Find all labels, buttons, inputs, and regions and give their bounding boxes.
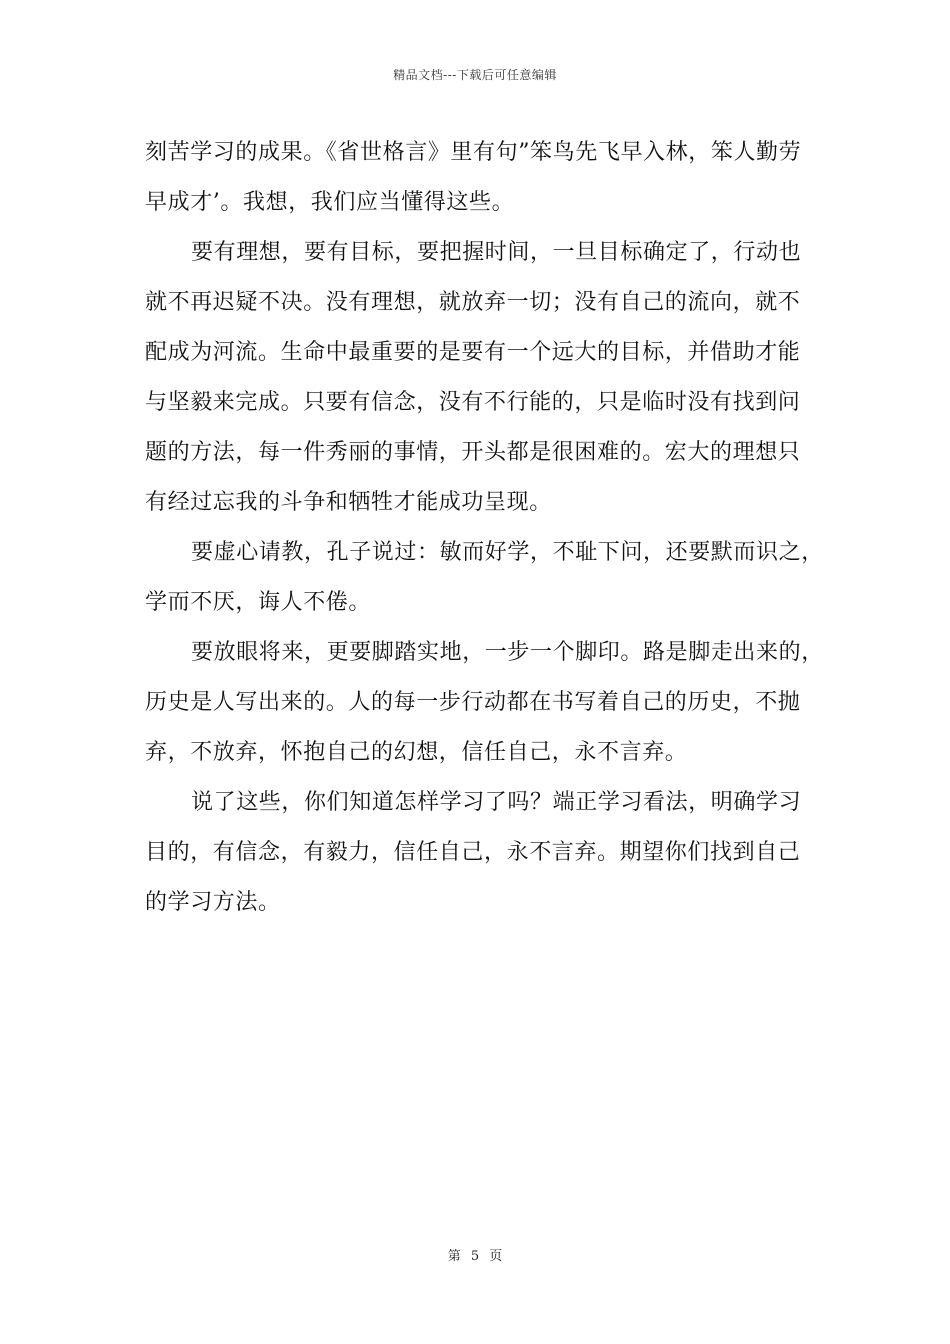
- page-number: 第 5 页: [447, 1249, 503, 1264]
- paragraph-2-line-4: 与坚毅来完成。只要有信念，没有不行能的，只是临时没有找到问: [145, 390, 801, 415]
- paragraph-2-line-2: 就不再迟疑不决。没有理想，就放弃一切；没有自己的流向，就不: [145, 290, 801, 315]
- paragraph-2-line-6: 有经过忘我的斗争和牺牲才能成功呈现。: [145, 490, 552, 515]
- paragraph-2-line-1: 要有理想，要有目标，要把握时间，一旦目标确定了，行动也: [191, 240, 802, 265]
- paragraph-5-line-1: 说了这些，你们知道怎样学习了吗？端正学习看法，明确学习: [191, 790, 802, 815]
- document-body: [145, 128, 824, 928]
- page-header: 精品文档---下载后可任意编辑: [393, 68, 557, 82]
- paragraph-3-line-2: 学而不厌，诲人不倦。: [145, 590, 372, 615]
- paragraph-2-line-3: 配成为河流。生命中最重要的是要有一个远大的目标，并借助才能: [145, 340, 801, 365]
- paragraph-1-line-1: 刻苦学习的成果。《省世格言》里有句”笨鸟先飞早入林，笨人勤劳: [145, 140, 802, 165]
- paragraph-5-line-3: 的学习方法。: [145, 890, 281, 915]
- paragraph-4-line-3: 弃，不放弃，怀抱自己的幻想，信任自己，永不言弃。: [145, 740, 688, 765]
- paragraph-4-line-1: 要放眼将来，更要脚踏实地，一步一个脚印。路是脚走出来的，: [191, 640, 824, 665]
- paragraph-5-line-2: 目的，有信念，有毅力，信任自己，永不言弃。期望你们找到自己: [145, 840, 801, 865]
- paragraph-3-line-1: 要虚心请教，孔子说过：敏而好学，不耻下问，还要默而识之，: [191, 540, 824, 565]
- paragraph-2-line-5: 题的方法，每一件秀丽的事情，开头都是很困难的。宏大的理想只: [145, 440, 801, 465]
- paragraph-4-line-2: 历史是人写出来的。人的每一步行动都在书写着自己的历史，不抛: [145, 690, 801, 715]
- paragraph-1-line-2: 早成才’。我想，我们应当懂得这些。: [145, 190, 515, 215]
